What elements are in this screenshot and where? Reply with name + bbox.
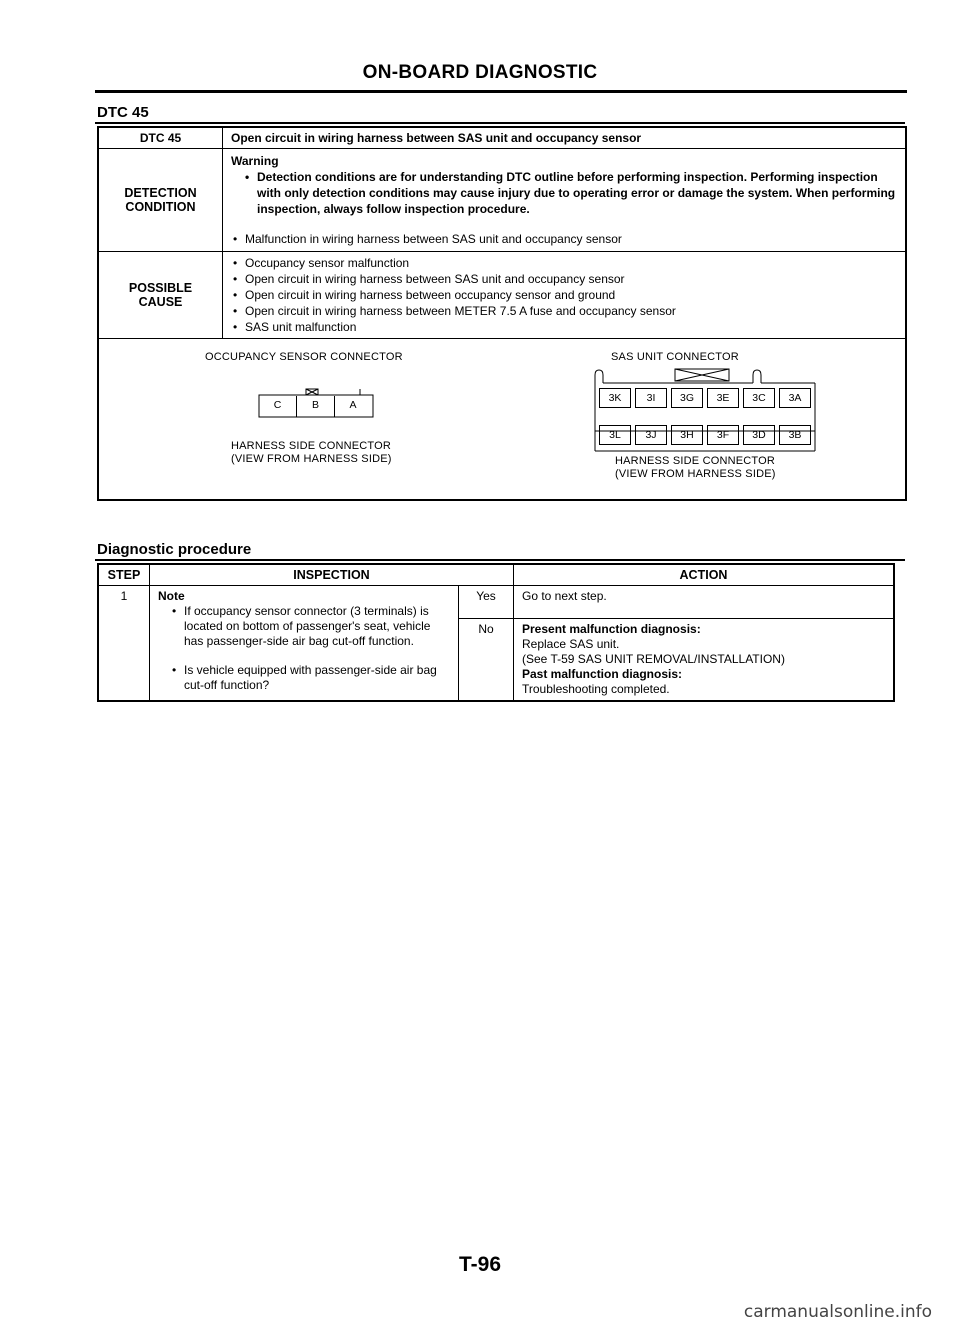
warning-title: Warning — [231, 154, 279, 168]
cause-item: • SAS unit malfunction — [231, 319, 897, 335]
procedure-row-yes — [98, 586, 894, 619]
cause-label-line1: POSSIBLE — [128, 281, 193, 295]
question-item: • Is vehicle equipped with passenger-side air bag cut-off function? — [170, 663, 450, 693]
occupancy-pin: B — [297, 396, 335, 417]
procedure-heading-rule — [95, 559, 905, 561]
no-action — [514, 619, 895, 702]
procedure-header-row — [98, 564, 894, 586]
yes-action: Go to next step. — [514, 586, 895, 619]
warning-item: • Detection conditions are for understanding DTC outline before performing inspection. Performing inspection with only detection conditions may cause injury due to operating error or damage the system. When performing inspection, always follow inspection procedure. — [243, 169, 897, 217]
present-diagnosis-line1: Replace SAS unit. — [522, 637, 620, 651]
sas-pin: 3K — [599, 388, 631, 408]
page-number: T-96 — [458, 1253, 502, 1276]
occupancy-connector-title: OCCUPANCY SENSOR CONNECTOR — [205, 351, 403, 363]
detection-label-line1: DETECTION — [124, 186, 197, 200]
sas-pin: 3I — [635, 388, 667, 408]
cause-row — [98, 252, 906, 339]
sas-pin: 3C — [743, 388, 775, 408]
past-diagnosis-line1: Troubleshooting completed. — [522, 682, 670, 696]
procedure-table — [97, 563, 895, 702]
cause-item: • Open circuit in wiring harness between SAS unit and occupancy sensor — [231, 271, 897, 287]
occupancy-caption-line2: (VIEW FROM HARNESS SIDE) — [231, 453, 392, 465]
sas-pin: 3H — [671, 425, 703, 445]
past-diagnosis-title: Past malfunction diagnosis: — [522, 667, 683, 681]
sas-pin: 3L — [599, 425, 631, 445]
procedure-heading: Diagnostic procedure — [97, 541, 252, 558]
note-list — [170, 604, 450, 649]
present-diagnosis-title: Present malfunction diagnosis: — [522, 622, 701, 636]
warning-list — [243, 169, 897, 217]
cause-label — [98, 252, 223, 339]
sas-caption-line2: (VIEW FROM HARNESS SIDE) — [615, 468, 776, 480]
note-title: Note — [158, 589, 185, 603]
detection-content — [223, 149, 907, 252]
sas-caption-line1: HARNESS SIDE CONNECTOR — [615, 455, 776, 467]
sas-pin: 3F — [707, 425, 739, 445]
cause-label-line2: CAUSE — [138, 295, 183, 309]
present-diagnosis-line2: (See T-59 SAS UNIT REMOVAL/INSTALLATION) — [522, 652, 785, 666]
yes-label: Yes — [459, 586, 514, 619]
connector-diagram — [99, 339, 905, 499]
detection-label-line2: CONDITION — [125, 200, 196, 214]
dtc-code-row — [98, 127, 906, 149]
occupancy-pin: A — [349, 399, 357, 411]
sas-pin: 3D — [743, 425, 775, 445]
col-inspection: INSPECTION — [150, 564, 514, 586]
dtc-code-label: DTC 45 — [98, 127, 223, 149]
sas-pin: 3J — [635, 425, 667, 445]
detection-row — [98, 149, 906, 252]
page-title: ON-BOARD DIAGNOSTIC — [362, 62, 598, 83]
diagram-row — [98, 339, 906, 501]
detection-list — [231, 231, 897, 247]
detection-label — [98, 149, 223, 252]
col-step: STEP — [98, 564, 150, 586]
dtc-code-description: Open circuit in wiring harness between SAS unit and occupancy sensor — [223, 127, 907, 149]
sas-pin: 3A — [779, 388, 811, 408]
no-label: No — [459, 619, 514, 702]
occupancy-caption-line1: HARNESS SIDE CONNECTOR — [231, 440, 392, 452]
cause-item: • Open circuit in wiring harness between METER 7.5 A fuse and occupancy sensor — [231, 303, 897, 319]
question-list — [170, 663, 450, 693]
occupancy-pin: C — [259, 396, 297, 417]
dtc-table — [97, 126, 907, 501]
title-rule — [95, 90, 907, 93]
cause-content — [223, 252, 907, 339]
detection-item: • Malfunction in wiring harness between SAS unit and occupancy sensor — [231, 231, 897, 247]
dtc-heading: DTC 45 — [97, 104, 149, 121]
step-number: 1 — [98, 586, 150, 702]
inspection-cell — [150, 586, 459, 702]
sas-pin: 3E — [707, 388, 739, 408]
sas-pin: 3B — [779, 425, 811, 445]
sas-connector-title: SAS UNIT CONNECTOR — [611, 351, 739, 363]
cause-list — [231, 255, 897, 335]
sas-pin: 3G — [671, 388, 703, 408]
diagram-cell — [98, 339, 906, 501]
cause-item: • Open circuit in wiring harness between occupancy sensor and ground — [231, 287, 897, 303]
col-action: ACTION — [514, 564, 895, 586]
cause-item: • Occupancy sensor malfunction — [231, 255, 897, 271]
note-item: • If occupancy sensor connector (3 terminals) is located on bottom of passenger's seat, vehicle has passenger-side air bag cut-off function. — [170, 604, 450, 649]
watermark: carmanualsonline.info — [743, 1302, 932, 1322]
dtc-heading-rule — [95, 122, 905, 124]
